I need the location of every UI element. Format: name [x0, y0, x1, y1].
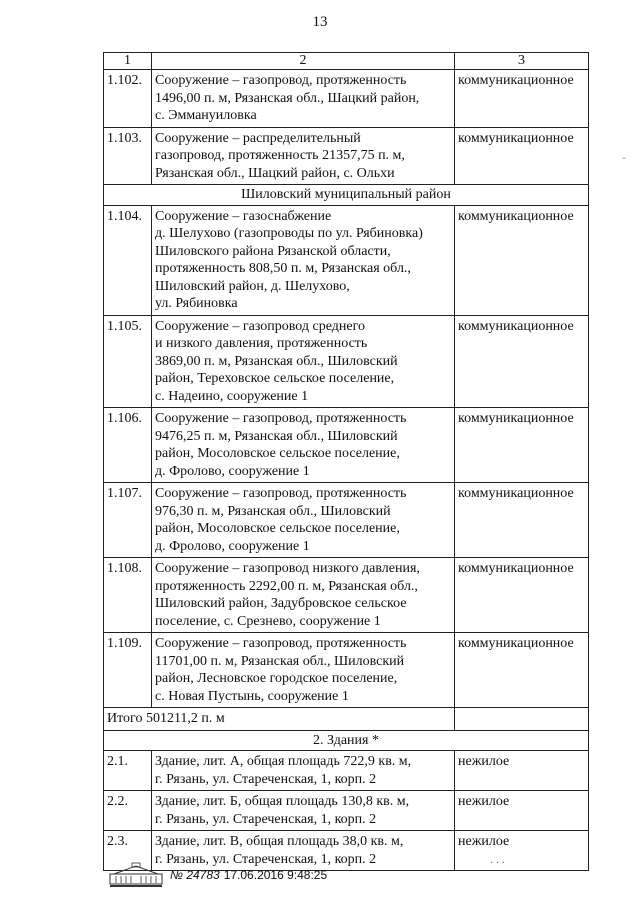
- column-header-2: 2: [152, 53, 455, 70]
- row-number: 2.3.: [104, 831, 152, 871]
- table-row: [104, 558, 589, 633]
- table-row: [104, 70, 589, 128]
- row-type: коммуникационное: [455, 408, 589, 483]
- row-type: коммуникационное: [455, 127, 589, 185]
- section-buildings: [104, 730, 589, 751]
- table-row: [104, 633, 589, 708]
- scan-speck: · · ·: [490, 858, 505, 869]
- row-number: 1.108.: [104, 558, 152, 633]
- section-shilovsky-district: [104, 185, 589, 206]
- section-buildings-label: 2. Здания *: [104, 730, 589, 751]
- row-number: 1.104.: [104, 205, 152, 315]
- table-row: [104, 791, 589, 831]
- row-type: нежилое: [455, 831, 589, 871]
- row-description: Сооружение – газопровод среднего и низкого давления, протяженность 3869,00 п. м, Рязанская обл., Шиловский район, Тереховское сельское поселение, с. Надеино, сооружение 1: [152, 315, 455, 408]
- section-shilovsky-district-label: Шиловский муниципальный район: [104, 185, 589, 206]
- row-description: Здание, лит. Б, общая площадь 130,8 кв. м, г. Рязань, ул. Стареченская, 1, корп. 2: [152, 791, 455, 831]
- row-description: Сооружение – распределительный газопровод, протяженность 21357,75 п. м, Рязанская обл., Шацкий район, с. Ольхи: [152, 127, 455, 185]
- row-description: Сооружение – газопровод низкого давления, протяженность 2292,00 п. м, Рязанская обл., Шиловский район, Задубровское сельское поселение, с. Срезнево, сооружение 1: [152, 558, 455, 633]
- row-type: коммуникационное: [455, 70, 589, 128]
- building-emblem-icon: [108, 862, 164, 888]
- total-row: [104, 708, 589, 731]
- table-header-row: [104, 53, 589, 70]
- row-type: коммуникационное: [455, 558, 589, 633]
- footer: [108, 862, 327, 888]
- row-description: Сооружение – газоснабжение д. Шелухово (газопроводы по ул. Рябиновка) Шиловского района Рязанской области, протяженность 808,50 п. м, Рязанская обл., Шиловский район, д. Шелухово, ул. Рябиновка: [152, 205, 455, 315]
- row-type: коммуникационное: [455, 205, 589, 315]
- table-row: [104, 127, 589, 185]
- row-number: 2.1.: [104, 751, 152, 791]
- row-type: нежилое: [455, 791, 589, 831]
- row-number: 1.105.: [104, 315, 152, 408]
- table-row: [104, 483, 589, 558]
- document-timestamp: 17.06.2016 9:48:25: [223, 868, 328, 882]
- row-number: 1.102.: [104, 70, 152, 128]
- row-description: Здание, лит. В, общая площадь 38,0 кв. м, г. Рязань, ул. Стареченская, 1, корп. 2: [152, 831, 455, 871]
- column-header-1: 1: [104, 53, 152, 70]
- row-description: Сооружение – газопровод, протяженность 9476,25 п. м, Рязанская обл., Шиловский район, Мосоловское сельское поселение, д. Фролово, сооружение 1: [152, 408, 455, 483]
- row-description: Сооружение – газопровод, протяженность 1496,00 п. м, Рязанская обл., Шацкий район, с. Эммануиловка: [152, 70, 455, 128]
- row-number: 1.109.: [104, 633, 152, 708]
- row-type: коммуникационное: [455, 315, 589, 408]
- column-header-3: 3: [455, 53, 589, 70]
- row-description: Сооружение – газопровод, протяженность 976,30 п. м, Рязанская обл., Шиловский район, Мосоловское сельское поселение, д. Фролово, сооружение 1: [152, 483, 455, 558]
- table-row: [104, 408, 589, 483]
- page-number: 13: [312, 14, 328, 30]
- row-type: нежилое: [455, 751, 589, 791]
- property-table: [103, 52, 589, 871]
- row-type: коммуникационное: [455, 483, 589, 558]
- total-label: Итого 501211,2 п. м: [104, 708, 455, 731]
- row-number: 1.103.: [104, 127, 152, 185]
- total-empty-cell: [455, 708, 589, 731]
- row-number: 1.107.: [104, 483, 152, 558]
- table-row: [104, 205, 589, 315]
- row-type: коммуникационное: [455, 633, 589, 708]
- row-description: Сооружение – газопровод, протяженность 11701,00 п. м, Рязанская обл., Шиловский район, Лесновское городское поселение, с. Новая Пустынь, сооружение 1: [152, 633, 455, 708]
- row-number: 1.106.: [104, 408, 152, 483]
- row-description: Здание, лит. А, общая площадь 722,9 кв. м, г. Рязань, ул. Стареченская, 1, корп. 2: [152, 751, 455, 791]
- document-number: № 24783: [170, 868, 220, 882]
- row-number: 2.2.: [104, 791, 152, 831]
- margin-mark: -: [622, 150, 626, 164]
- table-row: [104, 751, 589, 791]
- table-row: [104, 315, 589, 408]
